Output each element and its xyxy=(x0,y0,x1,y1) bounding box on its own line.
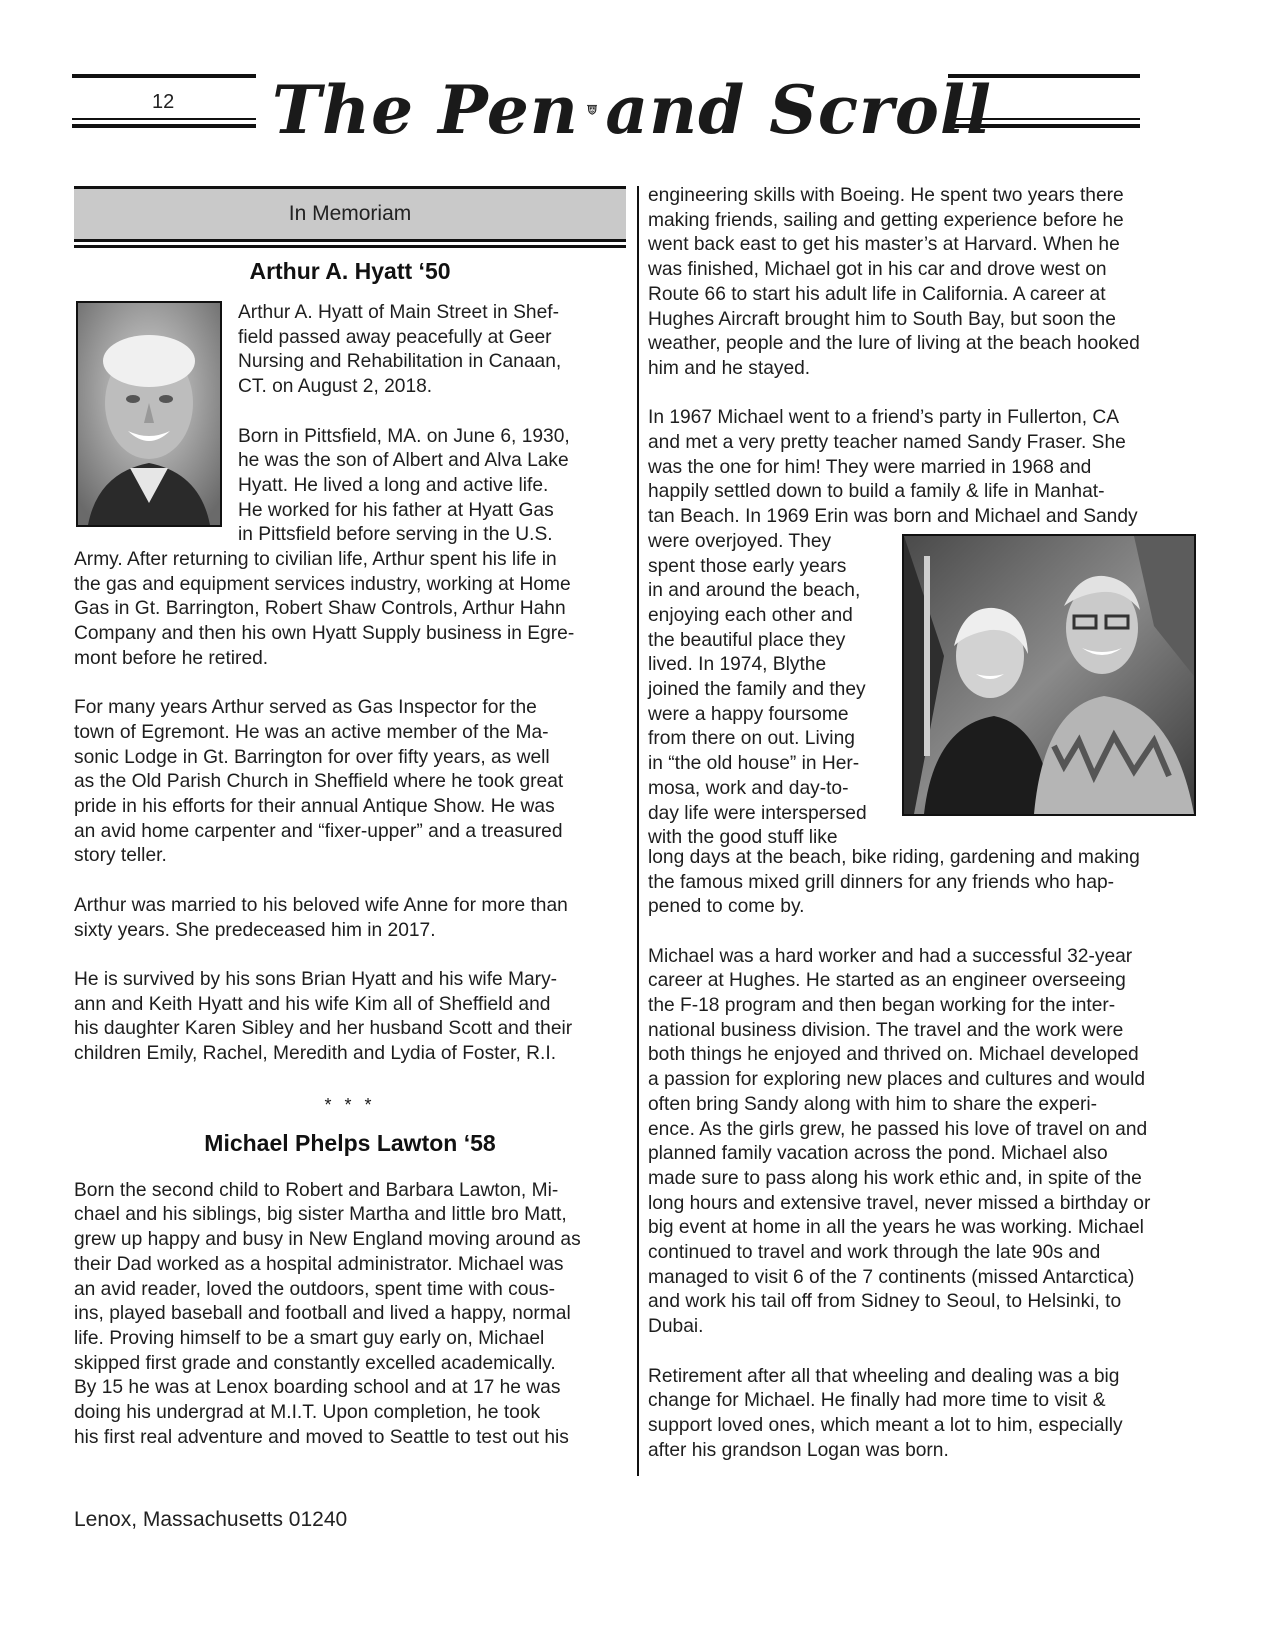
lawton-paragraph-1-right: engineering skills with Boeing. He spent two years there making friends, sailing and getting experience before he went back east to get his master’s at Harvard. When he was finished, Michael got in his car and drove west on Route 66 to start his adult life in California. A career at Hughes Aircraft brought him to South Bay, but soon the weather, people and the lure of living at the beach hooked him and he stayed. xyxy=(648,185,1140,379)
obituary-body-hyatt xyxy=(74,301,626,1067)
page-header xyxy=(0,0,1275,160)
masthead-title xyxy=(272,70,992,150)
section-separator: * * * xyxy=(324,1094,376,1115)
lawton-paragraph-3: Michael was a hard worker and had a successful 32-year career at Hughes. He started as an engineer overseeing the F-18 program and then began working for the inter- national business division. The travel and the work were both things he enjoyed and thrived on. Michael developed a passion for exploring new places and cultures and would often bring Sandy along with him to share the experi- ence. As the girls grew, he passed his love of travel on and planned family vacation across the pond. Michael also made sure to pass along his work ethic and, in spite of the long hours and extensive travel, never missed a birthday or big event at home in all the years he was working. Michael continued to travel and work through the late 90s and managed to visit 6 of the 7 continents (missed Antarctica) and work his tail off from Sidney to Seoul, to Helsinki, to Dubai. xyxy=(648,945,1151,1338)
section-banner xyxy=(74,186,626,242)
hyatt-wrap-text xyxy=(238,301,626,548)
column-divider xyxy=(637,186,639,1476)
lawton-wrap-block xyxy=(648,530,1204,849)
hyatt-paragraph-5: He is survived by his sons Brian Hyatt and his wife Mary- ann and Keith Hyatt and his wife Kim all of Sheffield and his daughter Karen Sibley and her husband Scott and their children Emily, Rachel, Meredith and Lydia of Foster, R.I. xyxy=(74,968,573,1065)
couple-photo xyxy=(902,534,1196,816)
hyatt-paragraph-2b: Army. After returning to civilian life, Arthur spent his life in the gas and equipment services industry, working at Home Gas in Gt. Barrington, Robert Shaw Controls, Arthur Hahn Company and then his own Hyatt Supply business in Egre- mont before he retired. xyxy=(74,549,575,669)
lawton-paragraph-1-left: Born the second child to Robert and Barbara Lawton, Mi- chael and his siblings, big sister Martha and little bro Matt, grew up happy and busy in New England moving around as their Dad worked as a hospital administrator. Michael was an avid reader, loved the outdoors, spent time with cous- ins, played baseball and football and lived a happy, normal life. Proving himself to be a smart guy early on, Michael skipped first grade and constantly excelled academically. By 15 he was at Lenox boarding school and at 17 he was doing his undergrad at M.I.T. Upon completion, he took his first real adventure and moved to Seattle to test out his xyxy=(74,1179,581,1448)
lawton-paragraph-2a: In 1967 Michael went to a friend’s party in Fullerton, CA and met a very pretty teacher named Sandy Fraser. She was the one for him! They were married in 1968 and happily settled down to build a family & life in Manhat- tan Beach. In 1969 Erin was born and Michael and Sandy xyxy=(648,407,1138,528)
masthead-right: and Scroll xyxy=(605,71,992,149)
section-banner-label: In Memoriam xyxy=(288,202,412,225)
lawton-paragraph-2b: were overjoyed. They spent those early years in and around the beach, enjoying each other and the beautiful place they lived. In 1974, Blythe joined the family and they were a happy foursome from there on out. Living in “the old house” in Her- mosa, work and day-to- day life were interspersed with the good stuff like xyxy=(648,530,867,849)
left-column xyxy=(74,186,626,1450)
hyatt-paragraph-4: Arthur was married to his beloved wife Anne for more than sixty years. She predeceased him in 2017. xyxy=(74,894,568,941)
lawton-paragraph-2c: long days at the beach, bike riding, gardening and making the famous mixed grill dinners for any friends who hap- pened to come by. xyxy=(648,846,1140,918)
obituary-name-hyatt: Arthur A. Hyatt ‘50 xyxy=(249,258,451,284)
portrait-photo xyxy=(76,301,222,527)
hyatt-paragraph-2a: Born in Pittsfield, MA. on June 6, 1930, he was the son of Albert and Alva Lake Hyatt. He lived a long and active life. He worked for his father at Hyatt Gas in Pittsfield before serving in the U.S. xyxy=(238,425,570,546)
footer-address: Lenox, Massachusetts 01240 xyxy=(74,1508,348,1531)
obituary-name-lawton: Michael Phelps Lawton ‘58 xyxy=(204,1129,496,1156)
hyatt-paragraph-3: For many years Arthur served as Gas Inspector for the town of Egremont. He was an active member of the Ma- sonic Lodge in Gt. Barrington for over fifty years, as well as the Old Parish Church in Sheffield where he took great pride in his efforts for their annual Antique Show. He was an avid home carpenter and “fixer-upper” and a treasured story teller. xyxy=(74,697,564,867)
hyatt-paragraph-1: Arthur A. Hyatt of Main Street in Shef- field passed away peacefully at Geer Nursing and Rehabilitation in Canaan, CT. on August 2, 2018. xyxy=(238,302,562,398)
masthead-left: The Pen xyxy=(272,71,579,149)
page-number: 12 xyxy=(152,91,175,113)
lawton-paragraph-4: Retirement after all that wheeling and dealing was a big change for Michael. He finally had more time to visit & support loved ones, which meant a lot to him, especially after his grandson Logan was born. xyxy=(648,1365,1123,1461)
right-column xyxy=(648,184,1204,1463)
banner-underline xyxy=(74,245,626,248)
shield-crest-icon xyxy=(587,73,597,147)
